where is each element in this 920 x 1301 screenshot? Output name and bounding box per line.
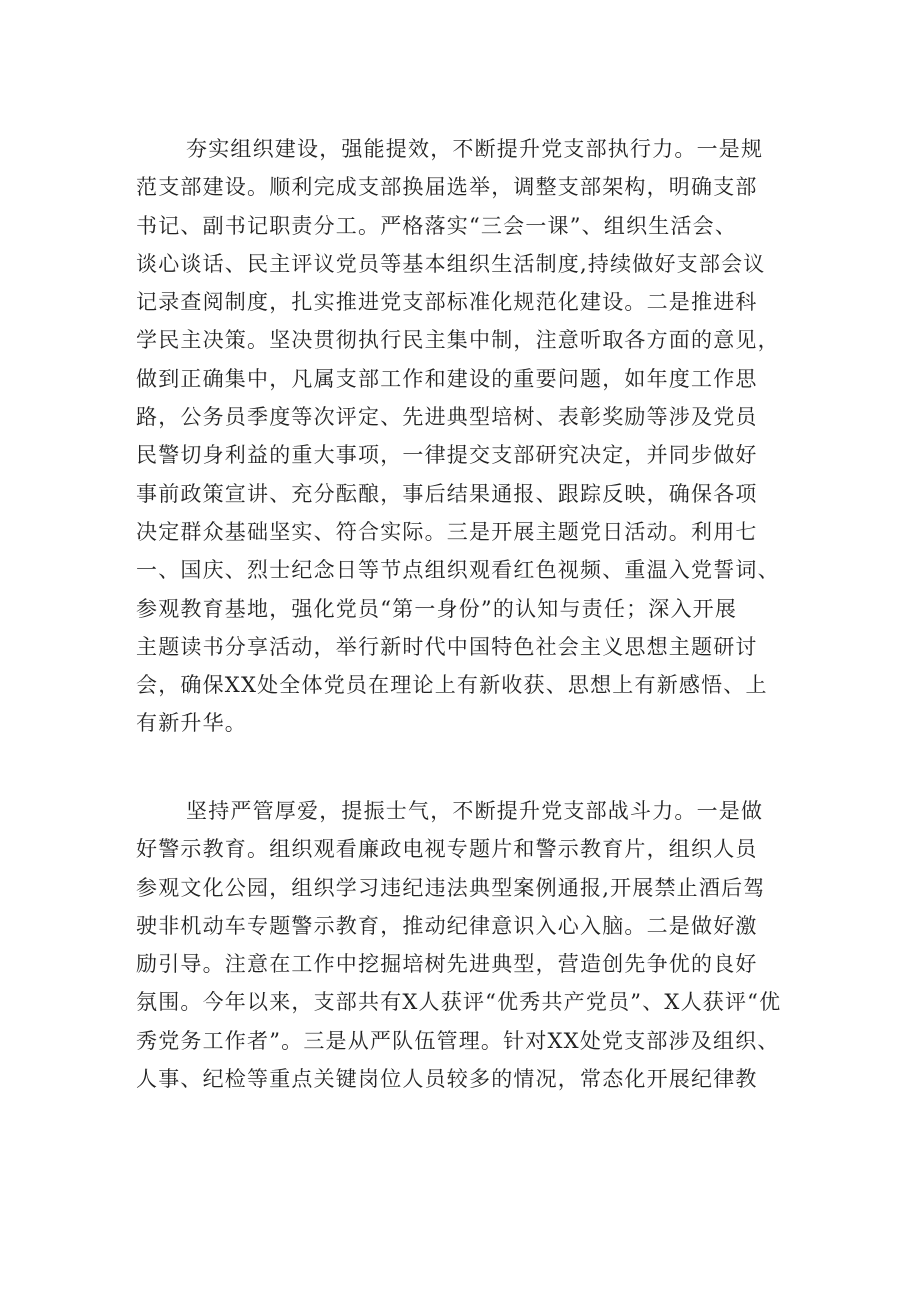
paragraph-line: 参观教育基地，强化党员“第一身份”的认知与责任；深入开展 (136, 596, 738, 621)
paragraph-line: 驶非机动车专题警示教育，推动纪律意识入心入脑。二是做好激 (136, 913, 758, 938)
paragraph-line: 励引导。注意在工作中挖掘培树先进典型，营造创先争优的良好 (136, 952, 758, 977)
paragraph-line: 民警切身利益的重大事项，一律提交支部研究决定，并同步做好 (136, 443, 758, 468)
paragraph-line: 坚持严管厚爱，提振士气，不断提升党支部战斗力。一是做 (186, 799, 764, 823)
paragraph-line: 记录查阅制度，扎实推进党支部标准化规范化建设。二是推进科 (136, 290, 758, 315)
paragraph-line: 好警示教育。组织观看廉政电视专题片和警示教育片，组织人员 (136, 837, 758, 862)
paragraph-line: 会，确保XX处全体党员在理论上有新收获、思想上有新感悟、上 (136, 673, 768, 698)
paragraph-line: 做到正确集中，凡属支部工作和建设的重要问题，如年度工作思 (136, 366, 758, 391)
paragraph-line: 范支部建设。顺利完成支部换届选举，调整支部架构，明确支部 (136, 175, 758, 200)
paragraph-line: 学民主决策。坚决贯彻执行民主集中制，注意听取各方面的意见， (136, 328, 780, 353)
paragraph-line: 决定群众基础坚实、符合实际。三是开展主题党日活动。利用七 (136, 519, 758, 544)
paragraph-strict-management (136, 792, 798, 1098)
paragraph-line: 事前政策宣讲、充分酝酿，事后结果通报、跟踪反映，确保各项 (136, 481, 758, 506)
paragraph-line: 夯实组织建设，强能提效，不断提升党支部执行力。一是规 (186, 137, 764, 161)
paragraph-line: 书记、副书记职责分工。严格落实“三会一课”、组织生活会、 (136, 213, 738, 238)
paragraph-line: 主题读书分享活动，举行新时代中国特色社会主义思想主题研讨 (136, 634, 758, 659)
paragraph-line: 氛围。今年以来，支部共有X人获评“优秀共产党员”、X人获评“优 (136, 990, 782, 1015)
paragraph-organization-building (136, 130, 798, 743)
paragraph-line: 人事、纪检等重点关键岗位人员较多的情况，常态化开展纪律教 (136, 1067, 758, 1092)
paragraph-line: 一、国庆、烈士纪念日等节点组织观看红色视频、重温入党誓词、 (136, 558, 780, 583)
paragraph-line: 参观文化公园，组织学习违纪违法典型案例通报,开展禁止酒后驾 (136, 875, 766, 900)
paragraph-line: 路，公务员季度等次评定、先进典型培树、表彰奖励等涉及党员 (136, 405, 758, 430)
paragraph-line: 秀党务工作者”。三是从严队伍管理。针对XX处党支部涉及组织、 (136, 1028, 780, 1053)
paragraph-line: 谈心谈话、民主评议党员等基本组织生活制度,持续做好支部会议 (136, 251, 766, 276)
paragraph-line: 有新升华。 (136, 711, 247, 736)
